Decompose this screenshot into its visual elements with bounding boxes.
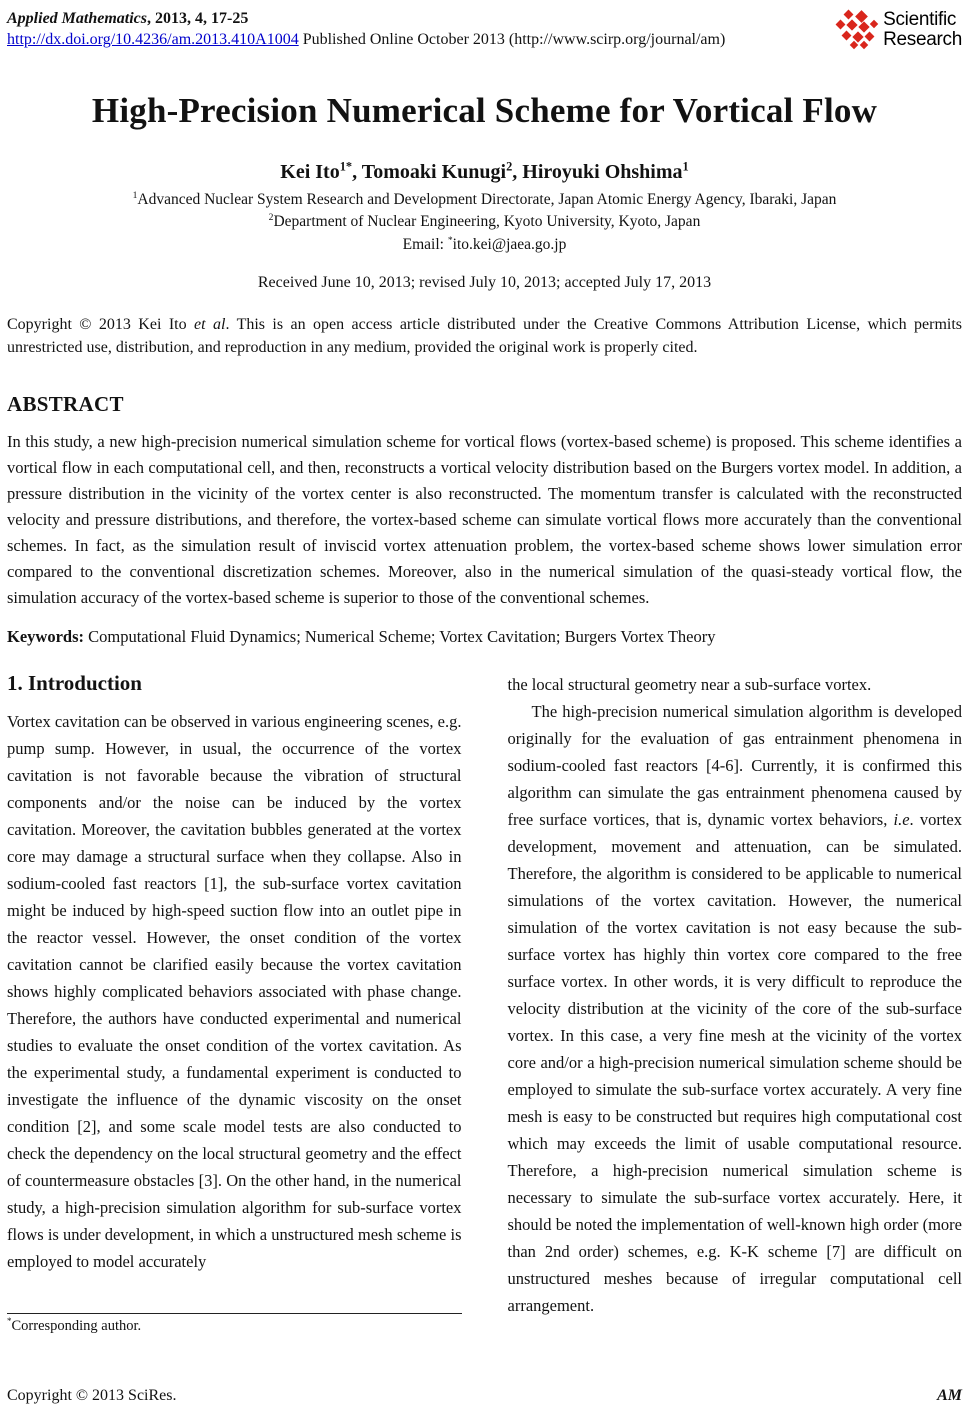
intro-right-paragraph <box>508 698 963 1319</box>
affiliation-superscript: 1 <box>132 189 138 201</box>
logo-diamonds-icon <box>834 9 880 51</box>
header-left <box>7 8 725 50</box>
keywords-label: Keywords: <box>7 626 84 646</box>
paper-title: High-Precision Numerical Scheme for Vortical Flow <box>91 91 878 130</box>
copyright-text-part1: Copyright © 2013 Kei Ito <box>7 316 195 334</box>
section-heading-introduction: 1. Introduction <box>7 670 142 695</box>
authors-line <box>7 161 962 184</box>
page-header <box>7 8 962 51</box>
doi-line <box>7 29 725 50</box>
author-name: Kei Ito <box>280 161 340 183</box>
email-line <box>7 234 962 256</box>
intro-right-continuation: the local structural geometry near a sub-surface vortex. <box>507 674 872 694</box>
footer-copyright: Copyright © 2013 SciRes. <box>7 1387 177 1404</box>
author-separator: , <box>352 161 362 183</box>
doi-link[interactable]: http://dx.doi.org/10.4236/am.2013.410A1004 <box>7 31 299 49</box>
right-column <box>508 671 963 1335</box>
page-footer <box>7 1387 962 1405</box>
copyright-text-part2: . This is an open access article distributed under the Creative Commons Attribution License, which permits unrestricted use, distribution, and reproduction in any medium, provided the original work is properly cited. <box>7 316 963 357</box>
journal-title: Applied Mathematics <box>7 10 147 27</box>
keywords-list: Computational Fluid Dynamics; Numerical Scheme; Vortex Cavitation; Burgers Vortex Theory <box>84 626 716 646</box>
email-label: Email: <box>402 235 448 253</box>
intro-right-ie-abbrev: i.e <box>893 809 910 829</box>
affiliation-superscript: 2 <box>268 212 274 224</box>
affiliations-block <box>7 189 962 256</box>
two-column-body <box>7 671 962 1335</box>
footnote-superscript: * <box>7 1316 12 1327</box>
author <box>362 161 523 183</box>
footer-journal-abbrev: AM <box>937 1387 962 1404</box>
published-online-info: Published Online October 2013 (http://www.scirp.org/journal/am) <box>298 31 726 49</box>
corresponding-author-footnote: Corresponding author. <box>11 1317 142 1334</box>
logo-text-line1: Scientific <box>883 9 957 31</box>
abstract-text: In this study, a new high-precision numerical simulation scheme for vortical flows (vortex-based scheme) is proposed. This scheme identifies a vortical flow in each computational cell, and then, reconstructs a vortical velocity distribution based on the Burgers vortex model. In addition, a pressure distribution in the vicinity of the vortex center is also reconstructed. The momentum transfer is calculated with the reconstructed velocity and pressure distributions, and therefore, the vortex-based scheme can simulate vortical flows more accurately than the conventional schemes. In fact, as the simulation result of inviscid vortex attenuation problem, the vortex-based scheme shows lower simulation error compared to the conventional discretization schemes. Moreover, also in the numerical simulation of the quasi-steady vortical flow, the simulation accuracy of the vortex-based scheme is superior to those of the conventional schemes. <box>7 431 962 607</box>
scientific-research-logo <box>834 9 962 51</box>
author-name: Hiroyuki Ohshima <box>522 161 683 183</box>
footnote-text <box>7 1318 141 1334</box>
affiliation-line <box>7 189 962 211</box>
journal-issue-info: , 2013, 4, 17-25 <box>147 10 249 27</box>
journal-citation-line <box>7 8 725 29</box>
abstract-heading: ABSTRACT <box>7 391 124 416</box>
copyright-etal: et al <box>194 316 226 334</box>
author <box>280 161 361 183</box>
author-separator: , <box>512 161 523 183</box>
received-dates-line: Received June 10, 2013; revised July 10, 2013; accepted July 17, 2013 <box>257 274 712 292</box>
author-affiliation-superscript: 1* <box>339 159 353 174</box>
author-affiliation-superscript: 1 <box>682 159 689 174</box>
author <box>522 161 688 183</box>
logo-wordmark <box>883 10 962 49</box>
copyright-notice <box>7 314 962 359</box>
email-address: ito.kei@jaea.go.jp <box>452 235 567 253</box>
affiliation-text: Advanced Nuclear System Research and Development Directorate, Japan Atomic Energy Agency, Ibaraki, Japan <box>137 191 837 208</box>
intro-left-paragraph: Vortex cavitation can be observed in various engineering scenes, e.g. pump sump. However, in usual, the occurrence of the vortex cavitation is not favorable because the vibration of structural components and/or the noise can be induced by the vortex cavitation. Moreover, the cavitation bubbles generated at the vortex core may damage a structural surface when they collapse. Also in sodium-cooled fast reactors [1], the sub-surface vortex cavitation might be induced by high-speed suction flow into an outlet pipe in the reactor vessel. However, the onset condition of the vortex cavitation cannot be clarified easily because the vortex cavitation shows highly complicated behaviors associated with phase change. Therefore, the authors have conducted experimental and numerical studies to evaluate the onset condition of the vortex cavitation. As the experimental study, a fundamental experiment is conducted to investigate the influence of the dynamic viscosity on the onset condition [2], and some scale model tests are also conducted to check the dependency on the local structural geometry and the effect of countermeasure obstacles [3]. On the other hand, in the numerical study, a high-precision simulation algorithm for sub-surface vortex flows is under development, in which a unstructured mesh scheme is employed to model accurately <box>7 711 462 1271</box>
footnote-block <box>7 1313 462 1335</box>
author-affiliation-superscript: 2 <box>506 159 513 174</box>
email-superscript: * <box>447 234 453 246</box>
footnote-divider <box>7 1313 462 1314</box>
author-name: Tomoaki Kunugi <box>361 161 507 183</box>
intro-right-paragraph-part2: . vortex development, movement and attenuation, can be simulated. Therefore, the algorithm is considered to be applicable to numerical simulations of the vortex cavitation. However, the numerical simulation of the vortex cavitation is not easy because the sub-surface vortex has highly thin vortex core compared to the free surface vortex. In other words, it is very difficult to reproduce the velocity distribution at the vicinity of the core of the sub-surface vortex. In this case, a very fine mesh at the vicinity of the vortex core and/or a high-precision numerical simulation scheme should be employed to simulate the sub-surface vortex accurately. A very fine mesh is easy to be constructed but requires high computational cost which may exceeds the limit of usable computational resource. Therefore, a high-precision numerical simulation scheme is necessary to simulate the sub-surface vortex accurately. Here, it should be noted the implementation of well-known high order (more than 2nd order) schemes, e.g. K-K scheme [7] are difficult on unstructured meshes because of irregular computational cell arrangement. <box>507 809 962 1315</box>
affiliation-line <box>7 211 962 233</box>
affiliation-text: Department of Nuclear Engineering, Kyoto University, Kyoto, Japan <box>273 213 701 231</box>
left-column <box>7 671 462 1335</box>
keywords-line <box>7 627 962 647</box>
logo-text-line2: Research <box>883 29 962 50</box>
intro-right-paragraph-part1: The high-precision numerical simulation algorithm is developed originally for the evaluation of gas entrainment phenomena in sodium-cooled fast reactors [4-6]. Currently, it is confirmed this algorithm can simulate the gas entrainment phenomena caused by free surface vortices, that is, dynamic vortex behaviors, <box>507 701 962 829</box>
